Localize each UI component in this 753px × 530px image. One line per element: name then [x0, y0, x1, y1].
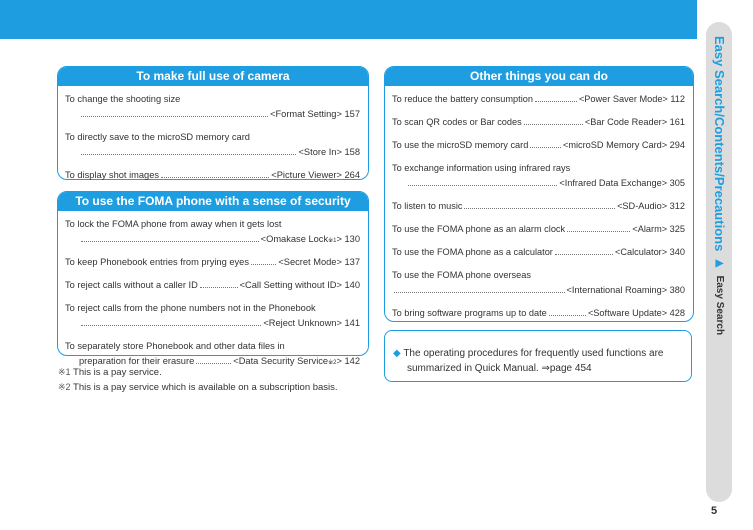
footnote-2: ※2 This is a pay service which is available on a subscription basis.: [58, 382, 338, 393]
other-entry-audio[interactable]: To listen to music <SD-Audio> 312: [392, 201, 685, 211]
other-entry-microsd[interactable]: To use the microSD memory card <microSD Memory Card> 294: [392, 140, 685, 150]
other-entry-power[interactable]: To reduce the battery consumption <Power Saver Mode> 112: [392, 94, 685, 104]
camera-entry-store[interactable]: To directly save to the microSD memory card <Store In> 158: [65, 132, 360, 157]
other-entry-calculator[interactable]: To use the FOMA phone as a calculator <Calculator> 340: [392, 247, 685, 257]
triangle-right-icon: ▶: [714, 257, 725, 269]
camera-entry-viewer[interactable]: To display shot images <Picture Viewer> 264: [65, 170, 360, 180]
quick-manual-text-1: The operating procedures for frequently used functions are: [403, 348, 664, 359]
other-entry-barcode[interactable]: To scan QR codes or Bar codes <Bar Code Reader> 161: [392, 117, 685, 127]
other-entry-software[interactable]: To bring software programs up to date <Software Update> 428: [392, 308, 685, 318]
camera-section: [57, 66, 369, 180]
side-index-label: [709, 36, 729, 335]
security-entry-datasecurity[interactable]: To separately store Phonebook and other data files in preparation for their erasure <Data Security Service ※2 > 142: [65, 341, 360, 366]
footnotes: [58, 365, 338, 395]
quick-manual-note: [384, 330, 692, 382]
other-section: [384, 66, 694, 322]
camera-entries: [58, 86, 368, 183]
security-entry-secret[interactable]: To keep Phonebook entries from prying eyes <Secret Mode> 137: [65, 257, 360, 267]
quick-manual-link[interactable]: summarized in Quick Manual. ⇒page 454: [407, 363, 592, 374]
top-banner: [0, 0, 697, 39]
security-section: [57, 191, 369, 366]
footnote-1: ※1 This is a pay service.: [58, 367, 162, 378]
other-entry-alarm[interactable]: To use the FOMA phone as an alarm clock <Alarm> 325: [392, 224, 685, 234]
page-number: 5: [711, 505, 718, 517]
side-tab-title: Easy Search/Contents/Precautions: [712, 36, 727, 252]
other-entry-roaming[interactable]: To use the FOMA phone overseas <International Roaming> 380: [392, 270, 685, 295]
diamond-icon: ◆: [393, 348, 401, 359]
camera-section-heading: To make full use of camera: [58, 67, 368, 86]
side-tab-subtitle: Easy Search: [714, 275, 725, 336]
other-entries: [385, 86, 693, 344]
security-entry-callid[interactable]: To reject calls without a caller ID <Call Setting without ID> 140: [65, 280, 360, 290]
security-entry-reject[interactable]: To reject calls from the phone numbers not in the Phonebook <Reject Unknown> 141: [65, 303, 360, 328]
security-entry-omakase[interactable]: To lock the FOMA phone from away when it gets lost <Omakase Lock ※1 > 130: [65, 219, 360, 244]
other-section-heading: Other things you can do: [385, 67, 693, 86]
other-entry-infrared[interactable]: To exchange information using infrared rays <Infrared Data Exchange> 305: [392, 163, 685, 188]
security-section-heading: To use the FOMA phone with a sense of security: [58, 192, 368, 211]
camera-entry-format[interactable]: To change the shooting size <Format Setting> 157: [65, 94, 360, 119]
security-entries: [58, 211, 368, 369]
